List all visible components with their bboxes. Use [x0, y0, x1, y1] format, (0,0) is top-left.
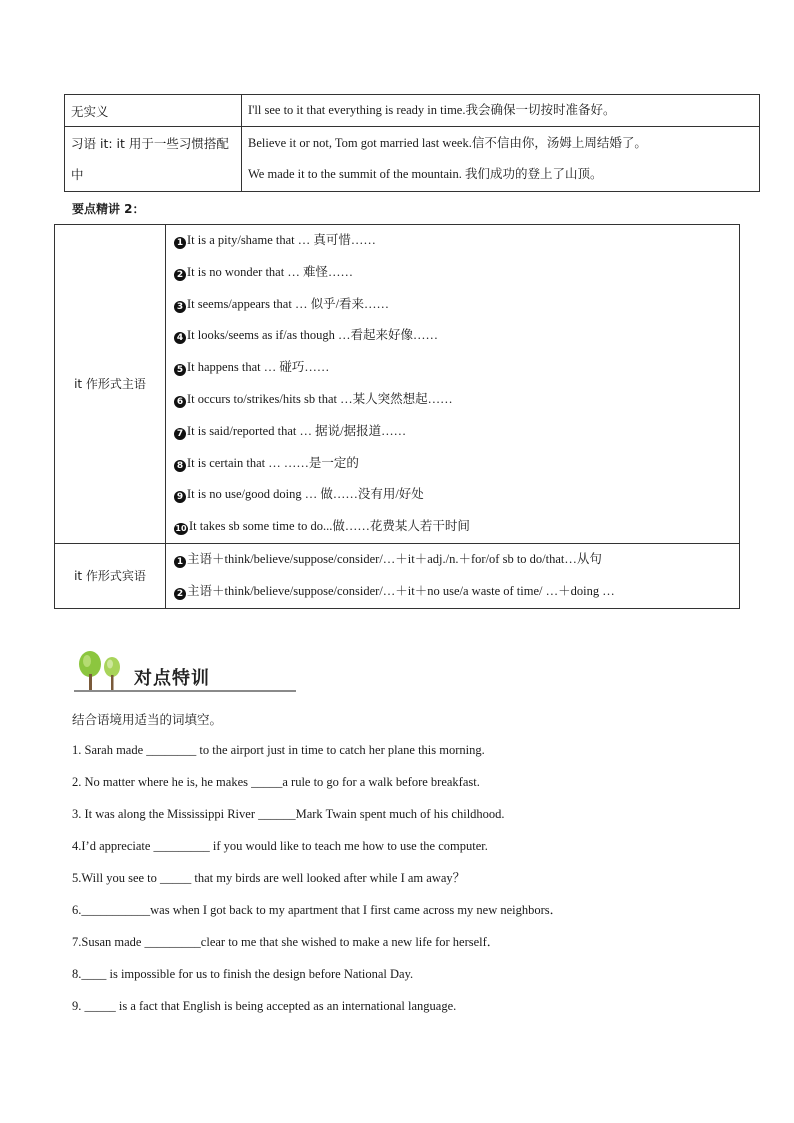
circled-number: 8 [174, 460, 186, 472]
circled-number: 6 [174, 396, 186, 408]
row-content [242, 95, 760, 127]
instruction: 结合语境用适当的词填空。 [72, 712, 223, 727]
exercise-item: 4.I’d appreciate _________ if you would like to teach me how to use the computer. [72, 839, 488, 853]
circled-number: 9 [174, 491, 186, 503]
table-row [65, 127, 760, 192]
list-item [174, 320, 739, 352]
section-heading: 要点精讲 2： [72, 202, 145, 216]
circled-number: 3 [174, 301, 186, 313]
circled-number: 1 [174, 237, 186, 249]
object-label: it 作形式宾语 [55, 543, 166, 608]
exercise-item: 3. It was along the Mississippi River ______Mark Twain spent much of his childhood. [72, 807, 505, 821]
subject-items [166, 225, 740, 544]
exercise-item: 1. Sarah made ________ to the airport just in time to catch her plane this morning. [72, 743, 485, 757]
header-underline [74, 690, 296, 692]
list-item [174, 511, 739, 543]
exercise-item: 2. No matter where he is, he makes _____a rule to go for a walk before breakfast. [72, 775, 480, 789]
practice-header [74, 650, 244, 694]
row-label-text: 习语 it: it 用于一些习惯搭配中 [71, 136, 229, 182]
circled-number: 2 [174, 588, 186, 600]
exercise-item: 8.____ is impossible for us to finish the design before National Day. [72, 967, 414, 981]
circled-number: 4 [174, 332, 186, 344]
item-text: It happens that … 碰巧…… [187, 360, 330, 375]
table-row [65, 95, 760, 127]
row-content [242, 127, 760, 192]
exercise-list [72, 734, 562, 1022]
example-sentence: We made it to the summit of the mountain. 我们成功的登上了山顶。 [248, 167, 603, 181]
circled-number: 1 [174, 556, 186, 568]
list-item [174, 479, 739, 511]
circled-number: 7 [174, 428, 186, 440]
table-row [55, 225, 740, 544]
item-text: It is said/reported that … 据说/据报道…… [187, 423, 407, 438]
item-text: 主语＋think/believe/suppose/consider/…＋it＋adj./n.＋for/of sb to do/that…从句 [187, 551, 602, 566]
circled-number: 2 [174, 269, 186, 281]
item-text: It seems/appears that … 似乎/看来…… [187, 296, 390, 311]
item-text: It is certain that … ……是一定的 [187, 455, 359, 470]
circled-number: 10 [175, 524, 187, 534]
item-text: It is no use/good doing … 做……没有用/好处 [187, 487, 424, 502]
object-items [166, 543, 740, 608]
item-text: It looks/seems as if/as though …看起来好像…… [187, 328, 439, 343]
list-item [174, 257, 739, 289]
example-sentence: Believe it or not, Tom got married last week.信不信由你，汤姆上周结婚了。 [248, 136, 647, 150]
it-usage-table [64, 94, 760, 192]
list-item [174, 576, 739, 608]
item-text: It is no wonder that … 难怪…… [187, 264, 353, 279]
list-item [174, 225, 739, 257]
exercise-item: 9. _____ is a fact that English is being accepted as an international language. [72, 999, 457, 1013]
exercise-item: 5.Will you see to _____ that my birds are well looked after while I am away？ [72, 871, 466, 885]
list-item [174, 289, 739, 321]
item-text: It takes sb some time to do...做……花费某人若干时间 [189, 519, 470, 534]
exercise-item: 6.___________was when I got back to my apartment that I first came across my new neighbors． [72, 903, 563, 917]
list-item [174, 384, 739, 416]
item-text: It is a pity/shame that … 真可惜…… [187, 233, 376, 247]
practice-title: 对点特训 [134, 668, 210, 689]
example-sentence: I'll see to it that everything is ready in time.我会确保一切按时准备好。 [248, 103, 616, 117]
item-text: 主语＋think/believe/suppose/consider/…＋it＋no use/a waste of time/ …＋doing … [187, 583, 615, 598]
list-item [174, 448, 739, 480]
item-text: It occurs to/strikes/hits sb that …某人突然想起…… [187, 391, 453, 406]
subject-label: it 作形式主语 [55, 225, 166, 544]
row-label [65, 127, 242, 192]
row-label: 无实义 [65, 95, 242, 127]
table-row [55, 543, 740, 608]
formal-it-table [54, 224, 740, 609]
circled-number: 5 [174, 364, 186, 376]
tree-icon [74, 650, 130, 694]
list-item [174, 352, 739, 384]
exercise-item: 7.Susan made _________clear to me that she wished to make a new life for herself． [72, 935, 500, 949]
list-item [174, 544, 739, 576]
list-item [174, 416, 739, 448]
